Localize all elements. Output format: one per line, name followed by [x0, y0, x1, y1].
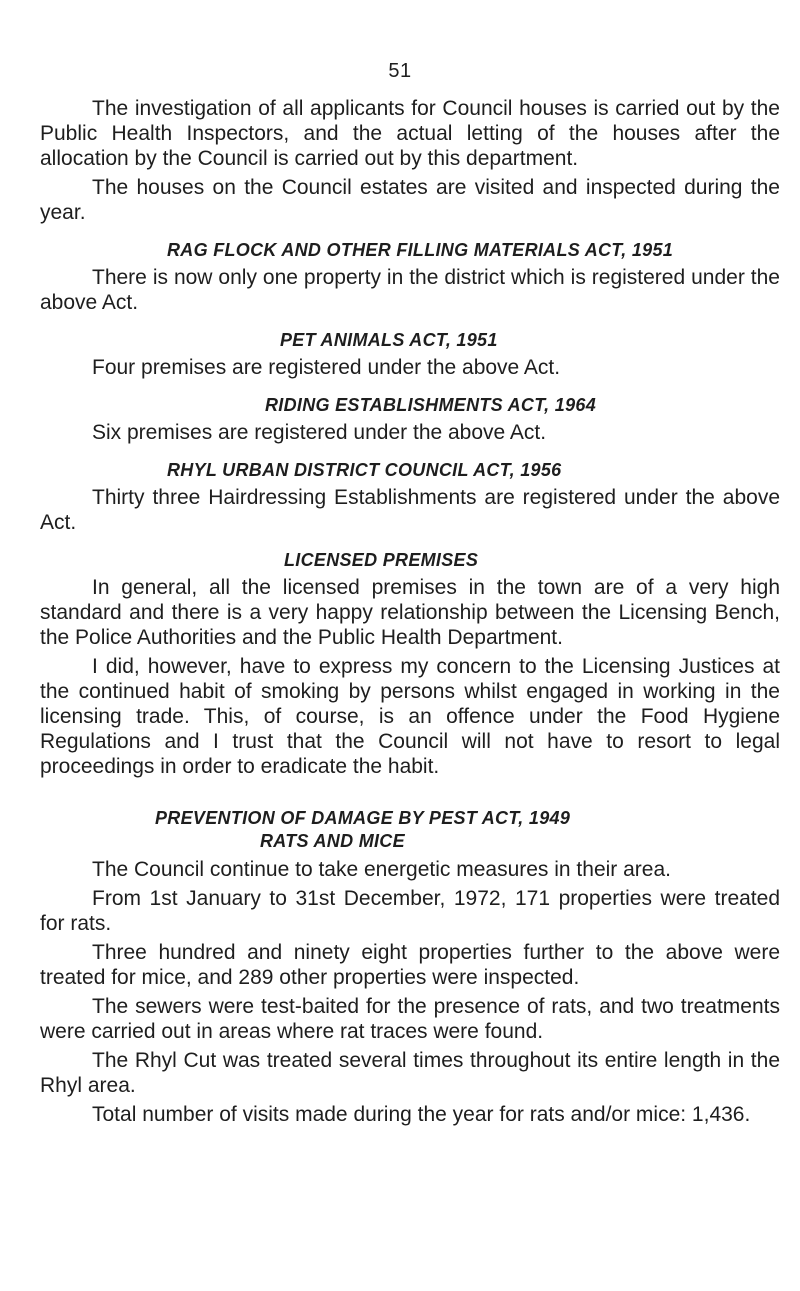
section-heading-pest: PREVENTION OF DAMAGE BY PEST ACT, 1949	[155, 808, 571, 828]
section-rhyl	[40, 459, 780, 535]
section-heading-riding: RIDING ESTABLISHMENTS ACT, 1964	[265, 395, 597, 415]
licensed-paragraph-2: I did, however, have to express my concern to the Licensing Justices at the continued habit of smoking by persons whilst engaged in working in the licensing trade. This, of course, is an offence under the Food Hygiene Regulations and I trust that the Council will not have to resort to legal proceedings in order to eradicate the habit.	[40, 655, 780, 778]
rhyl-paragraph-1: Thirty three Hairdressing Establishments are registered under the above Act.	[40, 486, 780, 534]
pest-paragraph-3: Three hundred and ninety eight properties further to the above were treated for mice, and 289 other properties were inspected.	[40, 941, 780, 989]
section-heading-rhyl: RHYL URBAN DISTRICT COUNCIL ACT, 1956	[167, 460, 562, 480]
page-number: 51	[388, 60, 412, 82]
section-heading-licensed-premises: LICENSED PREMISES	[284, 550, 479, 570]
pest-paragraph-1: The Council continue to take energetic measures in their area.	[92, 858, 671, 881]
section-licensed-premises	[40, 549, 780, 779]
riding-paragraph-1: Six premises are registered under the above Act.	[92, 421, 547, 444]
licensed-paragraph-1: In general, all the licensed premises in the town are of a very high standard and there is a very happy relationship between the Licensing Bench, the Police Authorities and the Public Health Department.	[40, 576, 780, 649]
section-heading-pet-animals: PET ANIMALS ACT, 1951	[280, 330, 498, 350]
intro-paragraph-2: The houses on the Council estates are visited and inspected during the year.	[40, 176, 780, 224]
intro-paragraph-1: The investigation of all applicants for Council houses is carried out by the Public Health Inspectors, and the actual letting of the houses after the allocation by the Council is carried out by this department.	[40, 97, 780, 170]
page-content	[40, 96, 780, 1127]
section-pet-animals	[40, 329, 780, 380]
pest-paragraph-5: The Rhyl Cut was treated several times throughout its entire length in the Rhyl area.	[40, 1049, 780, 1097]
pest-paragraph-4: The sewers were test-baited for the presence of rats, and two treatments were carried out in areas where rat traces were found.	[40, 995, 780, 1043]
rag-flock-paragraph-1: There is now only one property in the district which is registered under the above Act.	[40, 266, 780, 314]
section-riding	[40, 394, 780, 445]
section-rag-flock	[40, 239, 780, 315]
pest-paragraph-6: Total number of visits made during the year for rats and/or mice: 1,436.	[92, 1103, 751, 1126]
pest-paragraph-2: From 1st January to 31st December, 1972, 171 properties were treated for rats.	[40, 887, 780, 935]
section-subheading-rats-and-mice: RATS AND MICE	[260, 831, 405, 851]
pet-animals-paragraph-1: Four premises are registered under the above Act.	[92, 356, 561, 379]
section-heading-rag-flock: RAG FLOCK AND OTHER FILLING MATERIALS ACT, 1951	[167, 240, 674, 260]
section-pest	[40, 807, 780, 1127]
